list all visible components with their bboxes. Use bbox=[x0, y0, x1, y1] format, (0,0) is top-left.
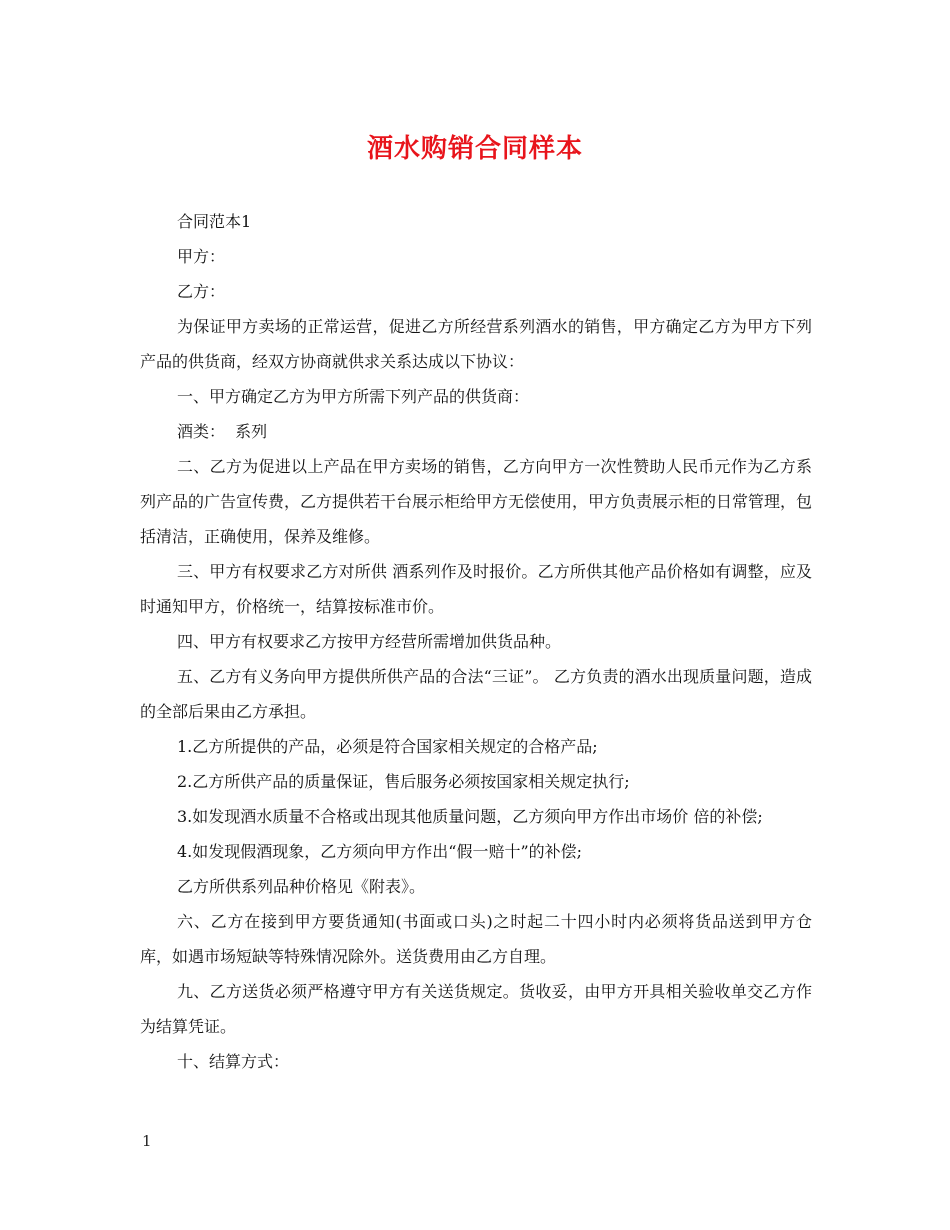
document-body bbox=[140, 204, 812, 1079]
paragraph-clause-10: 十、结算方式： bbox=[177, 1052, 290, 1071]
paragraph-item-3: 3.如发现酒水质量不合格或出现其他质量问题，乙方须向甲方作出市场价 倍的补偿; bbox=[177, 807, 763, 826]
paragraph-wine-category: 酒类： 系列 bbox=[177, 422, 268, 441]
page-number: 1 bbox=[142, 1132, 152, 1150]
paragraph-clause-4: 四、甲方有权要求乙方按甲方经营所需增加供货品种。 bbox=[177, 632, 562, 651]
paragraph-contract-sample-label: 合同范本1 bbox=[177, 212, 252, 231]
paragraph-party-b: 乙方： bbox=[177, 282, 226, 301]
paragraph-clause-5: 五、乙方有义务向甲方提供所供产品的合法“三证”。 乙方负责的酒水出现质量问题，造成的全部后果由乙方承担。 bbox=[140, 667, 812, 721]
paragraph-price-list: 乙方所供系列品种价格见《附表》。 bbox=[177, 877, 426, 896]
paragraph-clause-2: 二、乙方为促进以上产品在甲方卖场的销售，乙方向甲方一次性赞助人民币元作为乙方系列产品的广告宣传费，乙方提供若干台展示柜给甲方无偿使用，甲方负责展示柜的日常管理，包括清洁，正确使用，保养及维修。 bbox=[140, 457, 813, 546]
paragraph-clause-9: 九、乙方送货必须严格遵守甲方有关送货规定。货收妥，由甲方开具相关验收单交乙方作为结算凭证。 bbox=[140, 982, 812, 1036]
document-title: 酒水购销合同样本 bbox=[366, 134, 583, 164]
paragraph-item-1: 1.乙方所提供的产品，必须是符合国家相关规定的合格产品; bbox=[177, 737, 598, 756]
paragraph-item-4: 4.如发现假酒现象，乙方须向甲方作出“假一赔十”的补偿; bbox=[177, 842, 583, 861]
paragraph-clause-6: 六、乙方在接到甲方要货通知(书面或口头)之时起二十四小时内必须将货品送到甲方仓库，如遇市场短缺等特殊情况除外。送货费用由乙方自理。 bbox=[140, 912, 812, 966]
paragraph-item-2: 2.乙方所供产品的质量保证，售后服务必须按国家相关规定执行; bbox=[177, 772, 630, 791]
paragraph-preamble: 为保证甲方卖场的正常运营，促进乙方所经营系列酒水的销售，甲方确定乙方为甲方下列产品的供货商，经双方协商就供求关系达成以下协议： bbox=[140, 317, 812, 371]
paragraph-clause-3: 三、甲方有权要求乙方对所供 酒系列作及时报价。乙方所供其他产品价格如有调整，应及时通知甲方，价格统一，结算按标准市价。 bbox=[140, 562, 812, 616]
paragraph-clause-1: 一、甲方确定乙方为甲方所需下列产品的供货商： bbox=[177, 387, 530, 406]
paragraph-party-a: 甲方： bbox=[177, 247, 226, 266]
